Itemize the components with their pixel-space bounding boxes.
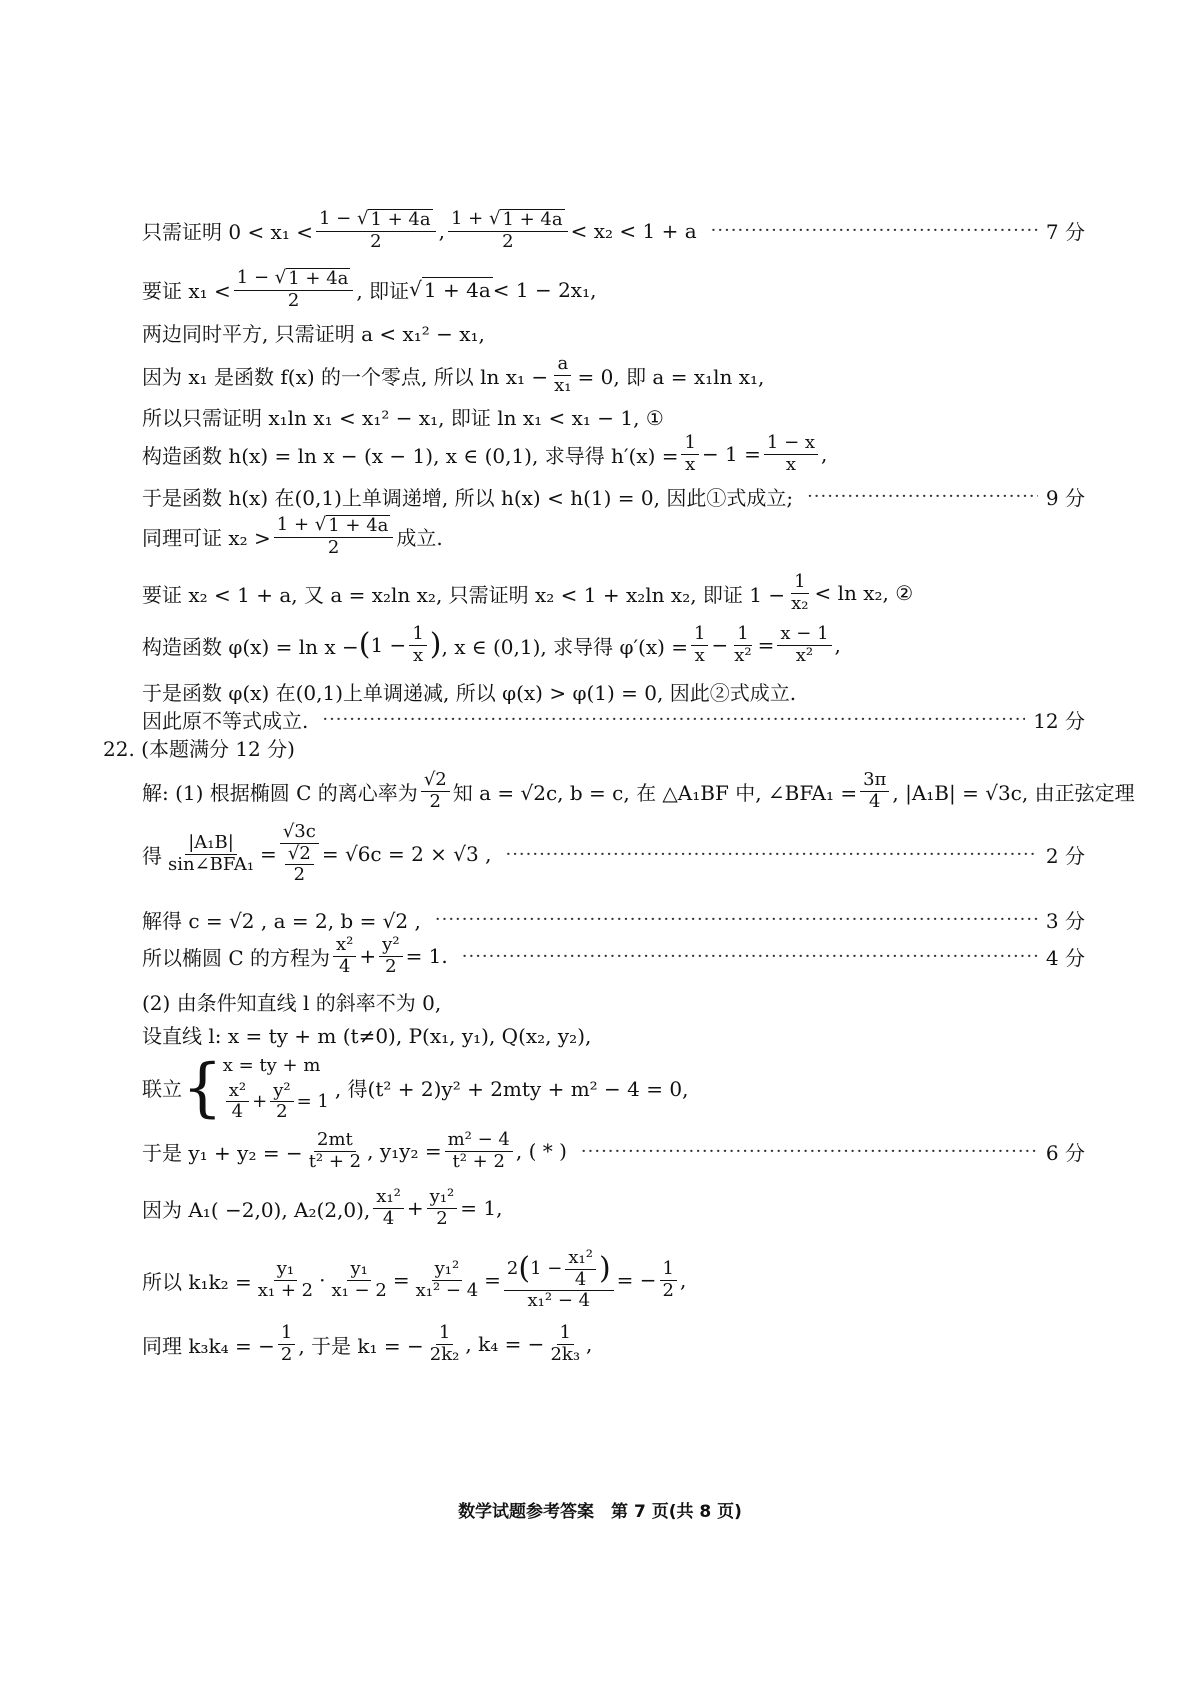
score-mark: 6 分 — [1045, 1140, 1085, 1165]
fraction: $\frac{\text{x²}}{4}$ — [333, 935, 356, 977]
proof-line-12: 因此原不等式成立. ····· 12 分 — [142, 705, 1085, 734]
fraction: $\frac{1}{2}$ — [278, 1323, 295, 1365]
fraction: $\frac{1}{\text{x₂}}$ — [791, 571, 809, 614]
solution-line-22: 因为 A₁( −2,0), A₂(2,0), $\frac{\text{x₁²}}{4}$ + $\frac{\text{y₁²}}{2}$ = 1, — [142, 1186, 503, 1229]
proof-line-11: 于是函数 φ(x) 在(0,1)上单调递减, 所以 φ(x) > φ(1) = 0, 因此②式成立. — [142, 681, 797, 705]
solution-line-21: 于是 y₁ + y₂ = − $\frac{2mt}{\text{t² + 2}}$ , y₁y₂ = $\frac{\text{m² − 4}}{\text{t² + 2}}$ , ( * ) ····· 6 分 — [142, 1130, 1085, 1172]
equation-system: x = ty + m $\frac{\text{x²}}{4}$ + $\frac{\text{y²}}{2}$ = 1 — [222, 1055, 329, 1123]
fraction: $\frac{1}{\text{2k₃}}$ — [550, 1322, 581, 1365]
fraction: $\frac{1}{\text{x²}}$ — [734, 623, 752, 666]
fraction: $\frac{1}{x}$ — [691, 624, 708, 666]
fraction: $\frac{\text{y₁}}{\text{x₁ + 2}}$ — [257, 1257, 314, 1301]
fraction: $\frac{1}{x}$ — [681, 433, 698, 475]
fraction: $\frac{1}{\text{2k₂}}$ — [429, 1322, 460, 1365]
proof-line-10: 构造函数 φ(x) = ln x − ( 1 − $\frac{1}{x}$ ) , x ∈ (0,1), 求导得 φ′(x) = $\frac{1}{x}$ − $\frac{1}{\text{x²}}$ = $\frac{x - 1}{\text{x²}}$ , — [142, 623, 841, 666]
leader-dots — [462, 946, 1038, 967]
leader-dots — [435, 909, 1038, 930]
fraction: 1 − √ 1 + 4a 2 — [316, 209, 436, 252]
score-mark: 2 分 — [1045, 843, 1085, 868]
fraction: $\frac{1}{2}$ — [660, 1259, 677, 1301]
score-mark: 12 分 — [1033, 709, 1085, 733]
fraction: $\frac{a}{\text{x₁}}$ — [554, 353, 572, 396]
leader-dots — [322, 709, 1025, 730]
fraction: $\frac{\text{y₁²}}{2}$ — [427, 1187, 458, 1229]
fraction: 1 − √ 1 + 4a 2 — [234, 268, 354, 311]
leader-dots — [581, 1141, 1038, 1162]
fraction: $\frac{\text{y₁²}}{\text{x₁² − 4}}$ — [415, 1257, 479, 1301]
solution-line-23: 所以 k₁k₂ = $\frac{\text{y₁}}{\text{x₁ + 2}}$ · $\frac{\text{y₁}}{\text{x₁ − 2}}$ = $\frac{\text{y₁²}}{\text{x₁² − 4}}$ = 2 ( 1 − $\frac{\text{x₁²}}{4}$ ) x₁² − 4 = − $\frac{1}{2}$ , — [142, 1247, 687, 1312]
leader-dots — [711, 220, 1038, 241]
fraction: $\frac{√3c}{\frac{√2}{2}}$ — [280, 822, 319, 886]
proof-line-8: 同理可证 x₂ > 1 + √ 1 + 4a 2 成立. — [142, 514, 443, 558]
fraction: $\frac{\text{|A₁B|}}{\text{sin∠BFA₁}}$ — [168, 831, 255, 875]
problem-22-heading: 22. (本题满分 12 分) — [103, 737, 295, 761]
fraction: $\frac{1 - x}{x}$ — [764, 433, 818, 475]
fraction: $\frac{√2}{2}$ — [421, 770, 450, 812]
square-root: √ 1 + 4a — [409, 277, 491, 303]
proof-line-4: 因为 x₁ 是函数 f(x) 的一个零点, 所以 ln x₁ − $\frac{a}{\text{x₁}}$ = 0, 即 a = x₁ln x₁, — [142, 353, 765, 396]
proof-line-1: 只需证明 0 < x₁ < 1 − √ 1 + 4a 2 , 1 + √ 1 + 4a 2 < x₂ < 1 + a ····· 7 分 — [142, 209, 1085, 252]
solution-line-18: (2) 由条件知直线 l 的斜率不为 0, — [142, 991, 442, 1015]
solution-line-17: 所以椭圆 C 的方程为 $\frac{\text{x²}}{4}$ + $\frac{\text{y²}}{2}$ = 1. ····· 4 分 — [142, 935, 1085, 977]
proof-line-7: 于是函数 h(x) 在(0,1)上单调递增, 所以 h(x) < h(1) = 0, 因此①式成立; ····· 9 分 — [142, 482, 1085, 511]
solution-line-15: 得 $\frac{\text{|A₁B|}}{\text{sin∠BFA₁}}$ = $\frac{√3c}{\frac{√2}{2}}$ = √6c = 2 × √3 , ····· 2 分 — [142, 822, 1085, 886]
fraction: $\frac{\text{x₁²}}{4}$ — [373, 1187, 404, 1229]
fraction: $\frac{\text{y₁}}{\text{x₁ − 2}}$ — [331, 1257, 387, 1301]
system-brace: { — [182, 1050, 223, 1125]
fraction: $\frac{\text{y²}}{2}$ — [379, 935, 402, 977]
score-mark: 9 分 — [1045, 486, 1085, 510]
fraction: 1 + √ 1 + 4a 2 — [448, 209, 568, 252]
fraction: $\frac{\text{m² − 4}}{\text{t² + 2}}$ — [445, 1130, 513, 1172]
score-mark: 7 分 — [1045, 220, 1085, 245]
score-mark: 4 分 — [1045, 945, 1085, 970]
solution-line-24: 同理 k₃k₄ = − $\frac{1}{2}$ , 于是 k₁ = − $\frac{1}{\text{2k₂}}$ , k₄ = − $\frac{1}{\text{2k₃}}$ , — [142, 1322, 593, 1365]
fraction: $\frac{1}{x}$ — [409, 624, 426, 666]
score-mark: 3 分 — [1045, 909, 1085, 933]
proof-line-6: 构造函数 h(x) = ln x − (x − 1), x ∈ (0,1), 求导得 h′(x) = $\frac{1}{x}$ − 1 = $\frac{1 - x}{x}$ , — [142, 432, 828, 475]
solution-line-20: 联立 { x = ty + m $\frac{\text{x²}}{4}$ + $\frac{\text{y²}}{2}$ = 1 , 得(t² + 2)y² + 2mty + m² − 4 = 0, — [142, 1050, 689, 1125]
solution-line-14: 解: (1) 根据椭圆 C 的离心率为 $\frac{√2}{2}$ 知 a = √2c, b = c, 在 △A₁BF 中, ∠BFA₁ = $\frac{3\pi}{4}$ , |A₁B| = √3c, 由正弦定理 — [142, 769, 1135, 812]
fraction: 1 + √ 1 + 4a 2 — [274, 515, 394, 558]
proof-line-3: 两边同时平方, 只需证明 a < x₁² − x₁, — [142, 322, 485, 346]
fraction: $\frac{2mt}{\text{t² + 2}}$ — [308, 1129, 362, 1172]
proof-line-9: 要证 x₂ < 1 + a, 又 a = x₂ln x₂, 只需证明 x₂ < 1 + x₂ln x₂, 即证 1 − $\frac{1}{\text{x₂}}$ < ln x₂, ② — [142, 571, 914, 614]
solution-line-19: 设直线 l: x = ty + m (t≠0), P(x₁, y₁), Q(x₂, y₂), — [142, 1024, 592, 1048]
fraction: $\frac{x - 1}{\text{x²}}$ — [777, 624, 831, 666]
leader-dots — [505, 844, 1037, 865]
page-footer: 数学试题参考答案 第 7 页(共 8 页) — [458, 1502, 742, 1522]
proof-line-2: 要证 x₁ < 1 − √ 1 + 4a 2 , 即证 √ 1 + 4a < 1 − 2x₁, — [142, 267, 597, 311]
leader-dots — [807, 486, 1038, 507]
fraction: $\frac{3\pi}{4}$ — [860, 770, 889, 812]
proof-line-5: 所以只需证明 x₁ln x₁ < x₁² − x₁, 即证 ln x₁ < x₁ − 1, ① — [142, 406, 664, 430]
solution-line-16: 解得 c = √2 , a = 2, b = √2 , ····· 3 分 — [142, 905, 1085, 934]
fraction: 2 ( 1 − $\frac{\text{x₁²}}{4}$ ) x₁² − 4 — [504, 1248, 614, 1312]
